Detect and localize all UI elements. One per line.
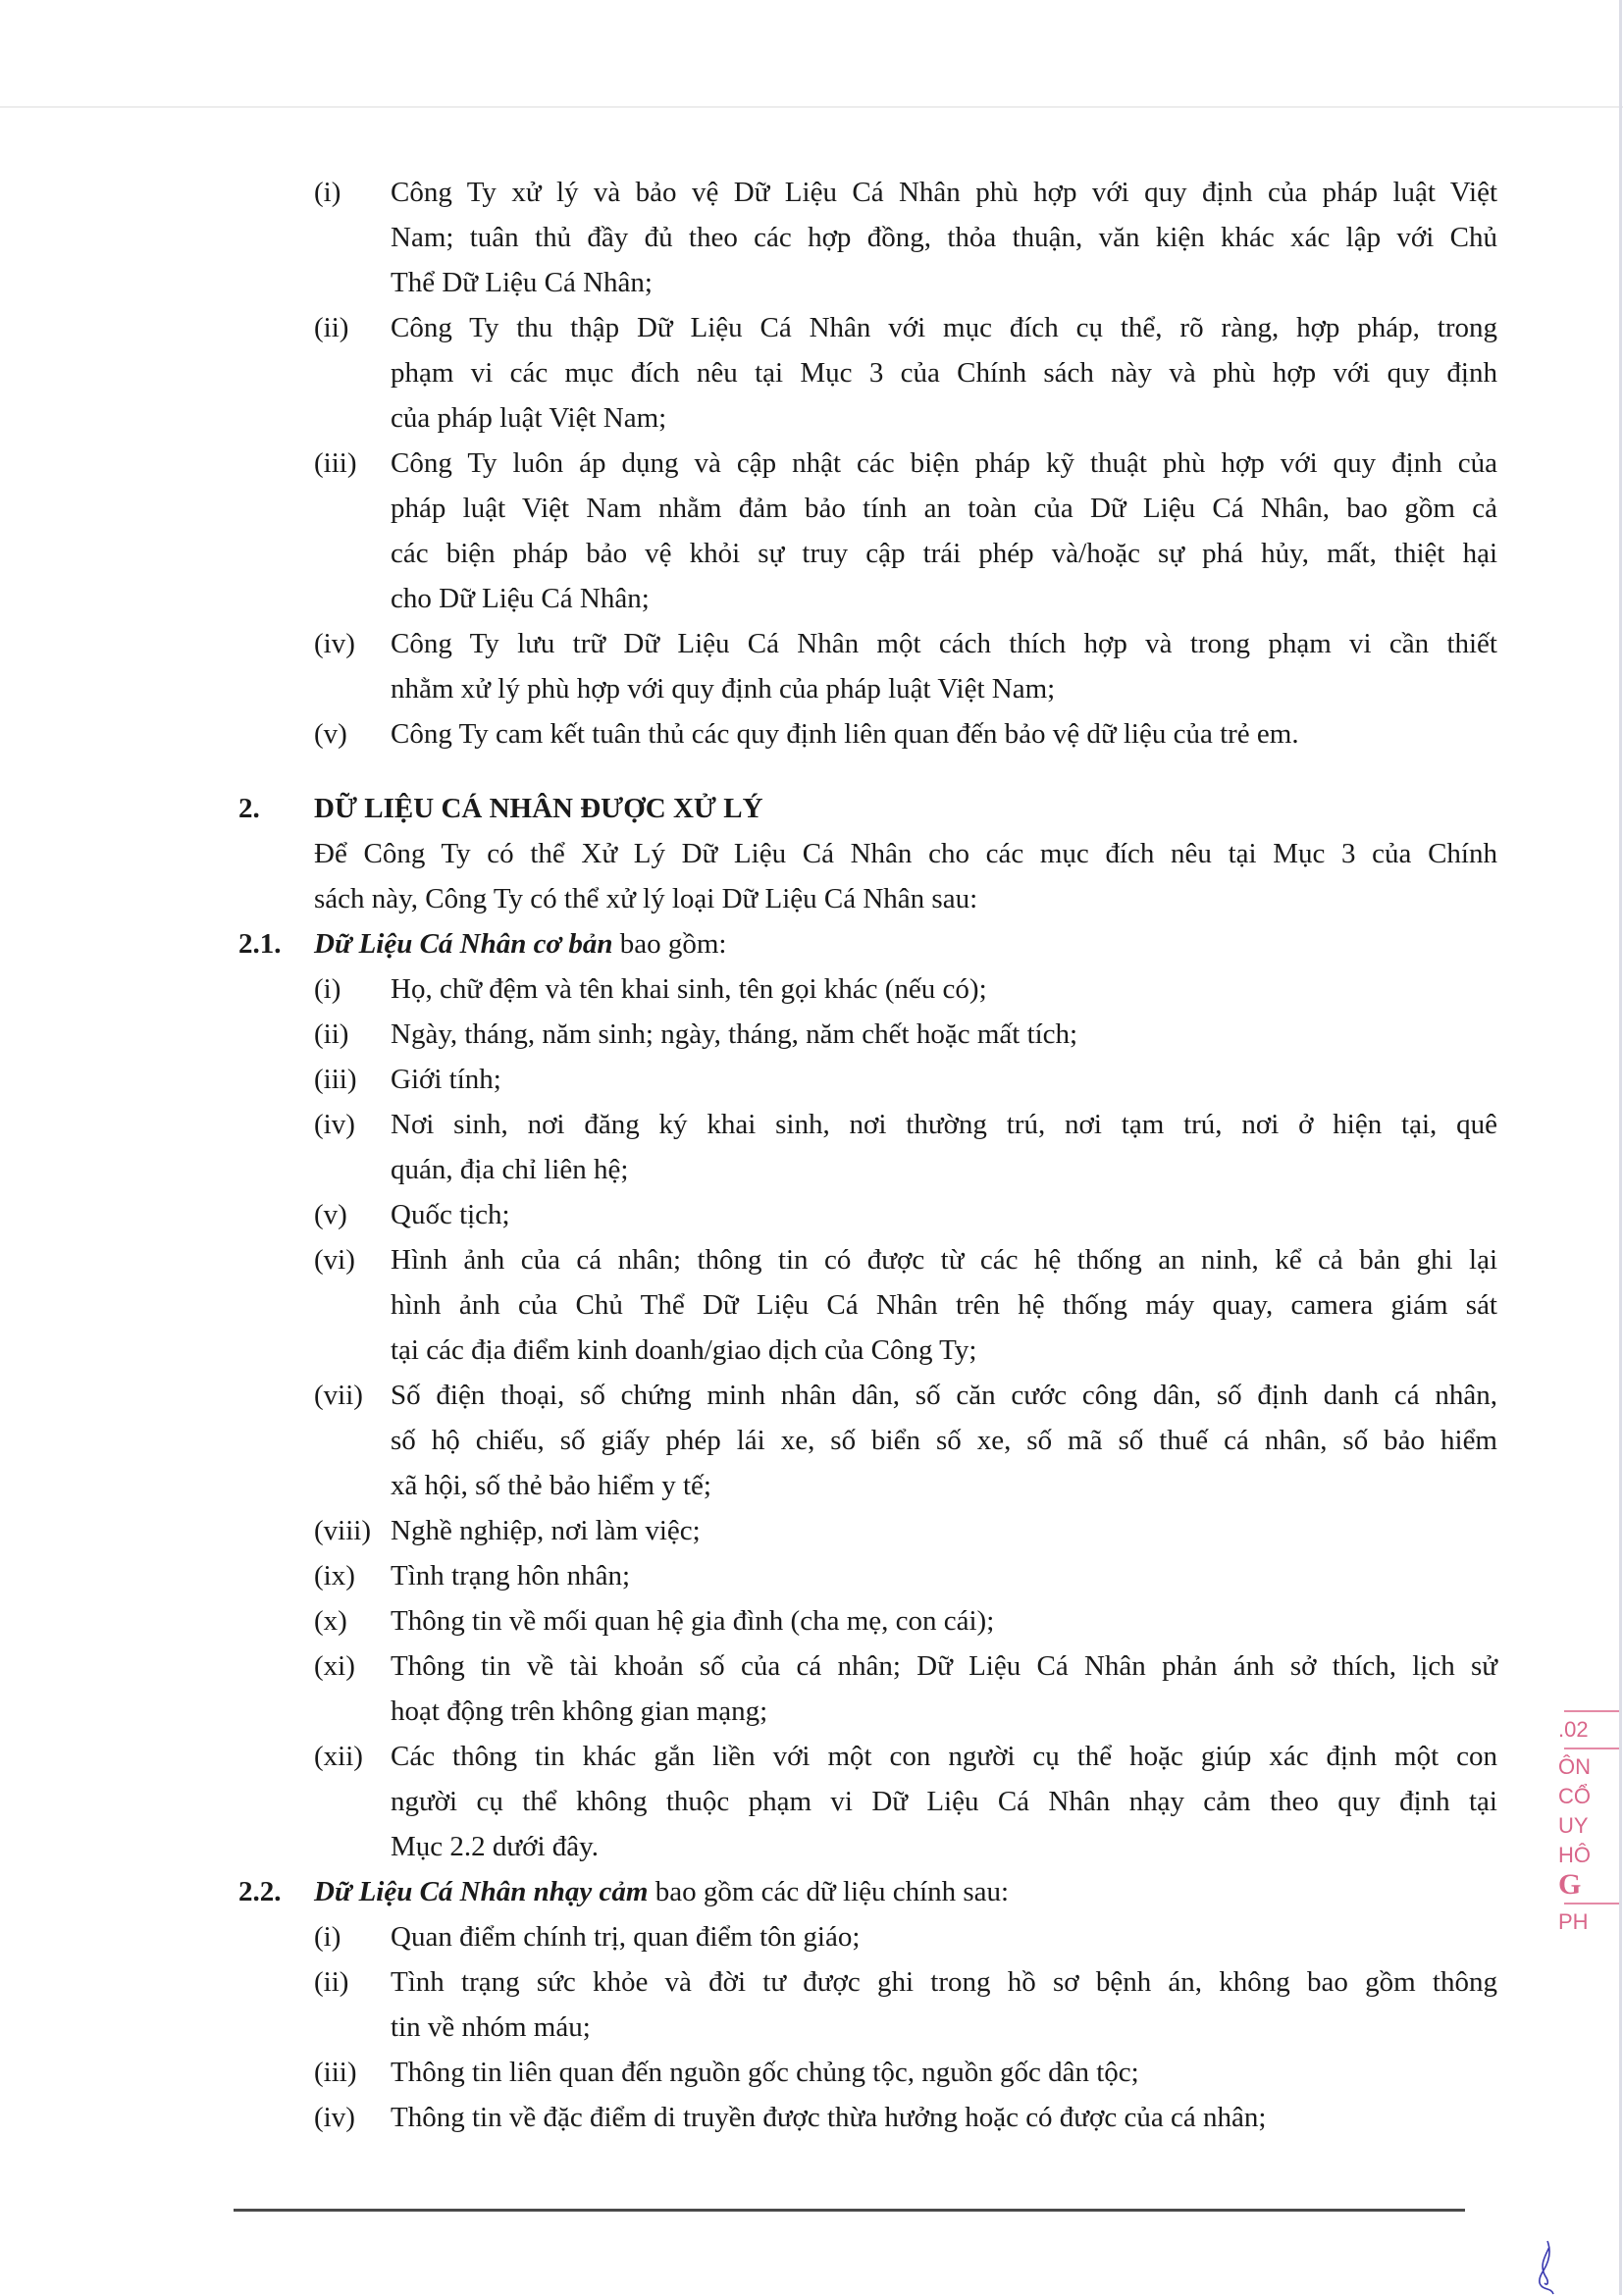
list-item-text: các biện pháp bảo vệ khỏi sự truy cập trái phép và/hoặc sự phá hủy, mất, thiệt hại — [391, 538, 1497, 569]
list-item-label: (xii) — [314, 1741, 363, 1772]
list-item-line — [0, 1192, 1623, 1237]
list-item-line — [0, 1282, 1623, 1328]
list-item-line — [0, 576, 1623, 621]
list-item-text: Giới tính; — [391, 1064, 501, 1095]
stamp-text-fragment: G — [1558, 1868, 1582, 1901]
list-item-text: cho Dữ Liệu Cá Nhân; — [391, 583, 650, 614]
stamp-text-fragment: CỔ — [1558, 1784, 1591, 1808]
subsection-number: 2.2. — [238, 1876, 282, 1907]
list-item-text: Thông tin liên quan đến nguồn gốc chủng tộc, nguồn gốc dân tộc; — [391, 2057, 1139, 2088]
list-item-line — [0, 170, 1623, 215]
list-item-text: Công Ty luôn áp dụng và cập nhật các biện pháp kỹ thuật phù hợp với quy định của — [391, 447, 1497, 479]
list-item-label: (iv) — [314, 1109, 355, 1140]
list-item-text: Hình ảnh của cá nhân; thông tin có được từ các hệ thống an ninh, kể cả bản ghi lại — [391, 1244, 1497, 1276]
list-item-text: xã hội, số thẻ bảo hiểm y tế; — [391, 1470, 711, 1501]
list-item-text: Thông tin về đặc điểm di truyền được thừa hưởng hoặc có được của cá nhân; — [391, 2102, 1267, 2133]
list-item-text: Thông tin về mối quan hệ gia đình (cha mẹ, con cái); — [391, 1605, 995, 1637]
list-item-line — [0, 2050, 1623, 2095]
list-item-line — [0, 260, 1623, 305]
stamp-arc — [1564, 1748, 1619, 1749]
scan-edge-line — [0, 106, 1623, 108]
list-item-text: pháp luật Việt Nam nhằm đảm bảo tính an toàn của Dữ Liệu Cá Nhân, bao gồm cả — [391, 493, 1497, 524]
section-title: DỮ LIỆU CÁ NHÂN ĐƯỢC XỬ LÝ — [314, 793, 763, 824]
list-item-line — [0, 2005, 1623, 2050]
stamp-arc — [1564, 1710, 1619, 1712]
section-heading — [0, 786, 1623, 831]
section-intro-line — [0, 876, 1623, 921]
list-item-line — [0, 486, 1623, 531]
list-item-line — [0, 2095, 1623, 2140]
list-item-line — [0, 1418, 1623, 1463]
subsection-title-emphasis: Dữ Liệu Cá Nhân cơ bản — [314, 928, 613, 960]
list-item-label: (ii) — [314, 312, 349, 343]
list-item-text: hình ảnh của Chủ Thể Dữ Liệu Cá Nhân trên hệ thống máy quay, camera giám sát — [391, 1289, 1497, 1321]
stamp-text-fragment: .02 — [1558, 1717, 1589, 1742]
list-item-line — [0, 1914, 1623, 1959]
list-item-label: (i) — [314, 1921, 341, 1953]
list-item-line — [0, 1734, 1623, 1779]
subsection-heading — [0, 921, 1623, 966]
list-item-line — [0, 215, 1623, 260]
list-item-label: (iv) — [314, 2102, 355, 2133]
section-intro-text: sách này, Công Ty có thể xử lý loại Dữ Liệu Cá Nhân sau: — [314, 883, 978, 914]
section-spacer — [0, 757, 1623, 786]
list-item-line — [0, 966, 1623, 1012]
subsection-title-rest: bao gồm các dữ liệu chính sau: — [648, 1876, 1010, 1907]
list-item-line — [0, 1147, 1623, 1192]
list-item-line — [0, 350, 1623, 395]
list-item-line — [0, 441, 1623, 486]
list-item-line — [0, 395, 1623, 441]
list-item-line — [0, 1012, 1623, 1057]
stamp-text-fragment: UY — [1558, 1813, 1589, 1838]
list-item-text: phạm vi các mục đích nêu tại Mục 3 của Chính sách này và phù hợp với quy định — [391, 357, 1497, 389]
list-item-text: người cụ thể không thuộc phạm vi Dữ Liệu Cá Nhân nhạy cảm theo quy định tại — [391, 1786, 1497, 1817]
list-item-text: Thông tin về tài khoản số của cá nhân; Dữ Liệu Cá Nhân phản ánh sở thích, lịch sử — [391, 1650, 1497, 1682]
list-item-text: Quan điểm chính trị, quan điểm tôn giáo; — [391, 1921, 861, 1953]
list-item-line — [0, 531, 1623, 576]
company-seal-stamp — [1558, 1707, 1619, 1953]
list-item-text: Tình trạng sức khỏe và đời tư được ghi trong hồ sơ bệnh án, không bao gồm thông — [391, 1966, 1497, 1998]
list-item-label: (vi) — [314, 1244, 355, 1276]
list-item-line — [0, 621, 1623, 666]
list-item-label: (ii) — [314, 1966, 349, 1998]
list-item-text: quán, địa chỉ liên hệ; — [391, 1154, 629, 1185]
subsection-title-rest: bao gồm: — [612, 928, 727, 960]
document-body — [0, 170, 1623, 2140]
list-item-line — [0, 1328, 1623, 1373]
list-item-line — [0, 1779, 1623, 1824]
list-item-label: (v) — [314, 1199, 347, 1230]
list-item-text: tại các địa điểm kinh doanh/giao dịch của Công Ty; — [391, 1334, 977, 1366]
subsection-title — [314, 1869, 1009, 1914]
list-item-line — [0, 1598, 1623, 1644]
list-item-label: (ii) — [314, 1018, 349, 1050]
list-item-text: Công Ty lưu trữ Dữ Liệu Cá Nhân một cách thích hợp và trong phạm vi cần thiết — [391, 628, 1497, 659]
list-item-label: (ix) — [314, 1560, 355, 1592]
list-item-text: Quốc tịch; — [391, 1199, 510, 1230]
section-intro-text: Để Công Ty có thể Xử Lý Dữ Liệu Cá Nhân cho các mục đích nêu tại Mục 3 của Chính — [314, 838, 1497, 869]
list-item-text: hoạt động trên không gian mạng; — [391, 1696, 768, 1727]
list-item-text: tin về nhóm máu; — [391, 2011, 591, 2043]
list-item-text: Công Ty cam kết tuân thủ các quy định liên quan đến bảo vệ dữ liệu của trẻ em. — [391, 718, 1299, 750]
list-item-label: (iv) — [314, 628, 355, 659]
list-item-line — [0, 1824, 1623, 1869]
list-item-line — [0, 1689, 1623, 1734]
list-item-line — [0, 1463, 1623, 1508]
list-item-line — [0, 666, 1623, 711]
subsection-title — [314, 921, 726, 966]
list-item-text: Thể Dữ Liệu Cá Nhân; — [391, 267, 653, 298]
list-item-label: (iii) — [314, 2057, 357, 2088]
list-item-text: nhằm xử lý phù hợp với quy định của pháp luật Việt Nam; — [391, 673, 1056, 704]
list-item-text: Công Ty xử lý và bảo vệ Dữ Liệu Cá Nhân phù hợp với quy định của pháp luật Việt — [391, 177, 1497, 208]
footer-rule — [234, 2209, 1465, 2212]
list-item-line — [0, 1102, 1623, 1147]
subsection-heading — [0, 1869, 1623, 1914]
stamp-text-fragment: HÔ — [1558, 1843, 1591, 1867]
list-item-text: Nam; tuân thủ đầy đủ theo các hợp đồng, thỏa thuận, văn kiện khác xác lập với Chủ — [391, 222, 1497, 253]
list-item-line — [0, 1373, 1623, 1418]
list-item-text: của pháp luật Việt Nam; — [391, 402, 667, 434]
list-item-label: (x) — [314, 1605, 347, 1637]
list-item-label: (viii) — [314, 1515, 371, 1546]
list-item-text: Các thông tin khác gắn liền với một con người cụ thể hoặc giúp xác định một con — [391, 1741, 1497, 1772]
list-item-line — [0, 1237, 1623, 1282]
list-item-line — [0, 711, 1623, 757]
list-item-line — [0, 1057, 1623, 1102]
section-number: 2. — [238, 793, 260, 824]
list-item-line — [0, 1644, 1623, 1689]
list-item-text: Nghề nghiệp, nơi làm việc; — [391, 1515, 701, 1546]
list-item-text: Mục 2.2 dưới đây. — [391, 1831, 600, 1862]
list-item-label: (vii) — [314, 1380, 363, 1411]
list-item-text: Tình trạng hôn nhân; — [391, 1560, 631, 1592]
stamp-text-fragment: ÔN — [1558, 1754, 1591, 1779]
signature-icon — [1526, 2237, 1565, 2296]
stamp-arc — [1564, 1903, 1619, 1905]
list-item-label: (i) — [314, 177, 341, 208]
list-item-text: Họ, chữ đệm và tên khai sinh, tên gọi khác (nếu có); — [391, 973, 987, 1005]
list-item-label: (xi) — [314, 1650, 355, 1682]
list-item-label: (iii) — [314, 447, 357, 479]
subsection-title-emphasis: Dữ Liệu Cá Nhân nhạy cảm — [314, 1876, 649, 1907]
list-item-line — [0, 1959, 1623, 2005]
list-item-text: Nơi sinh, nơi đăng ký khai sinh, nơi thường trú, nơi tạm trú, nơi ở hiện tại, quê — [391, 1109, 1497, 1140]
list-item-text: Ngày, tháng, năm sinh; ngày, tháng, năm chết hoặc mất tích; — [391, 1018, 1078, 1050]
list-item-text: số hộ chiếu, số giấy phép lái xe, số biển số xe, số mã số thuế cá nhân, số bảo hiểm — [391, 1425, 1497, 1456]
subsection-number: 2.1. — [238, 928, 282, 960]
list-item-label: (i) — [314, 973, 341, 1005]
list-item-line — [0, 305, 1623, 350]
list-item-line — [0, 1508, 1623, 1553]
list-item-text: Công Ty thu thập Dữ Liệu Cá Nhân với mục đích cụ thể, rõ ràng, hợp pháp, trong — [391, 312, 1497, 343]
list-item-label: (iii) — [314, 1064, 357, 1095]
section-intro-line — [0, 831, 1623, 876]
list-item-text: Số điện thoại, số chứng minh nhân dân, số căn cước công dân, số định danh cá nhân, — [391, 1380, 1497, 1411]
list-item-label: (v) — [314, 718, 347, 750]
list-item-line — [0, 1553, 1623, 1598]
stamp-text-fragment: PH — [1558, 1909, 1589, 1934]
